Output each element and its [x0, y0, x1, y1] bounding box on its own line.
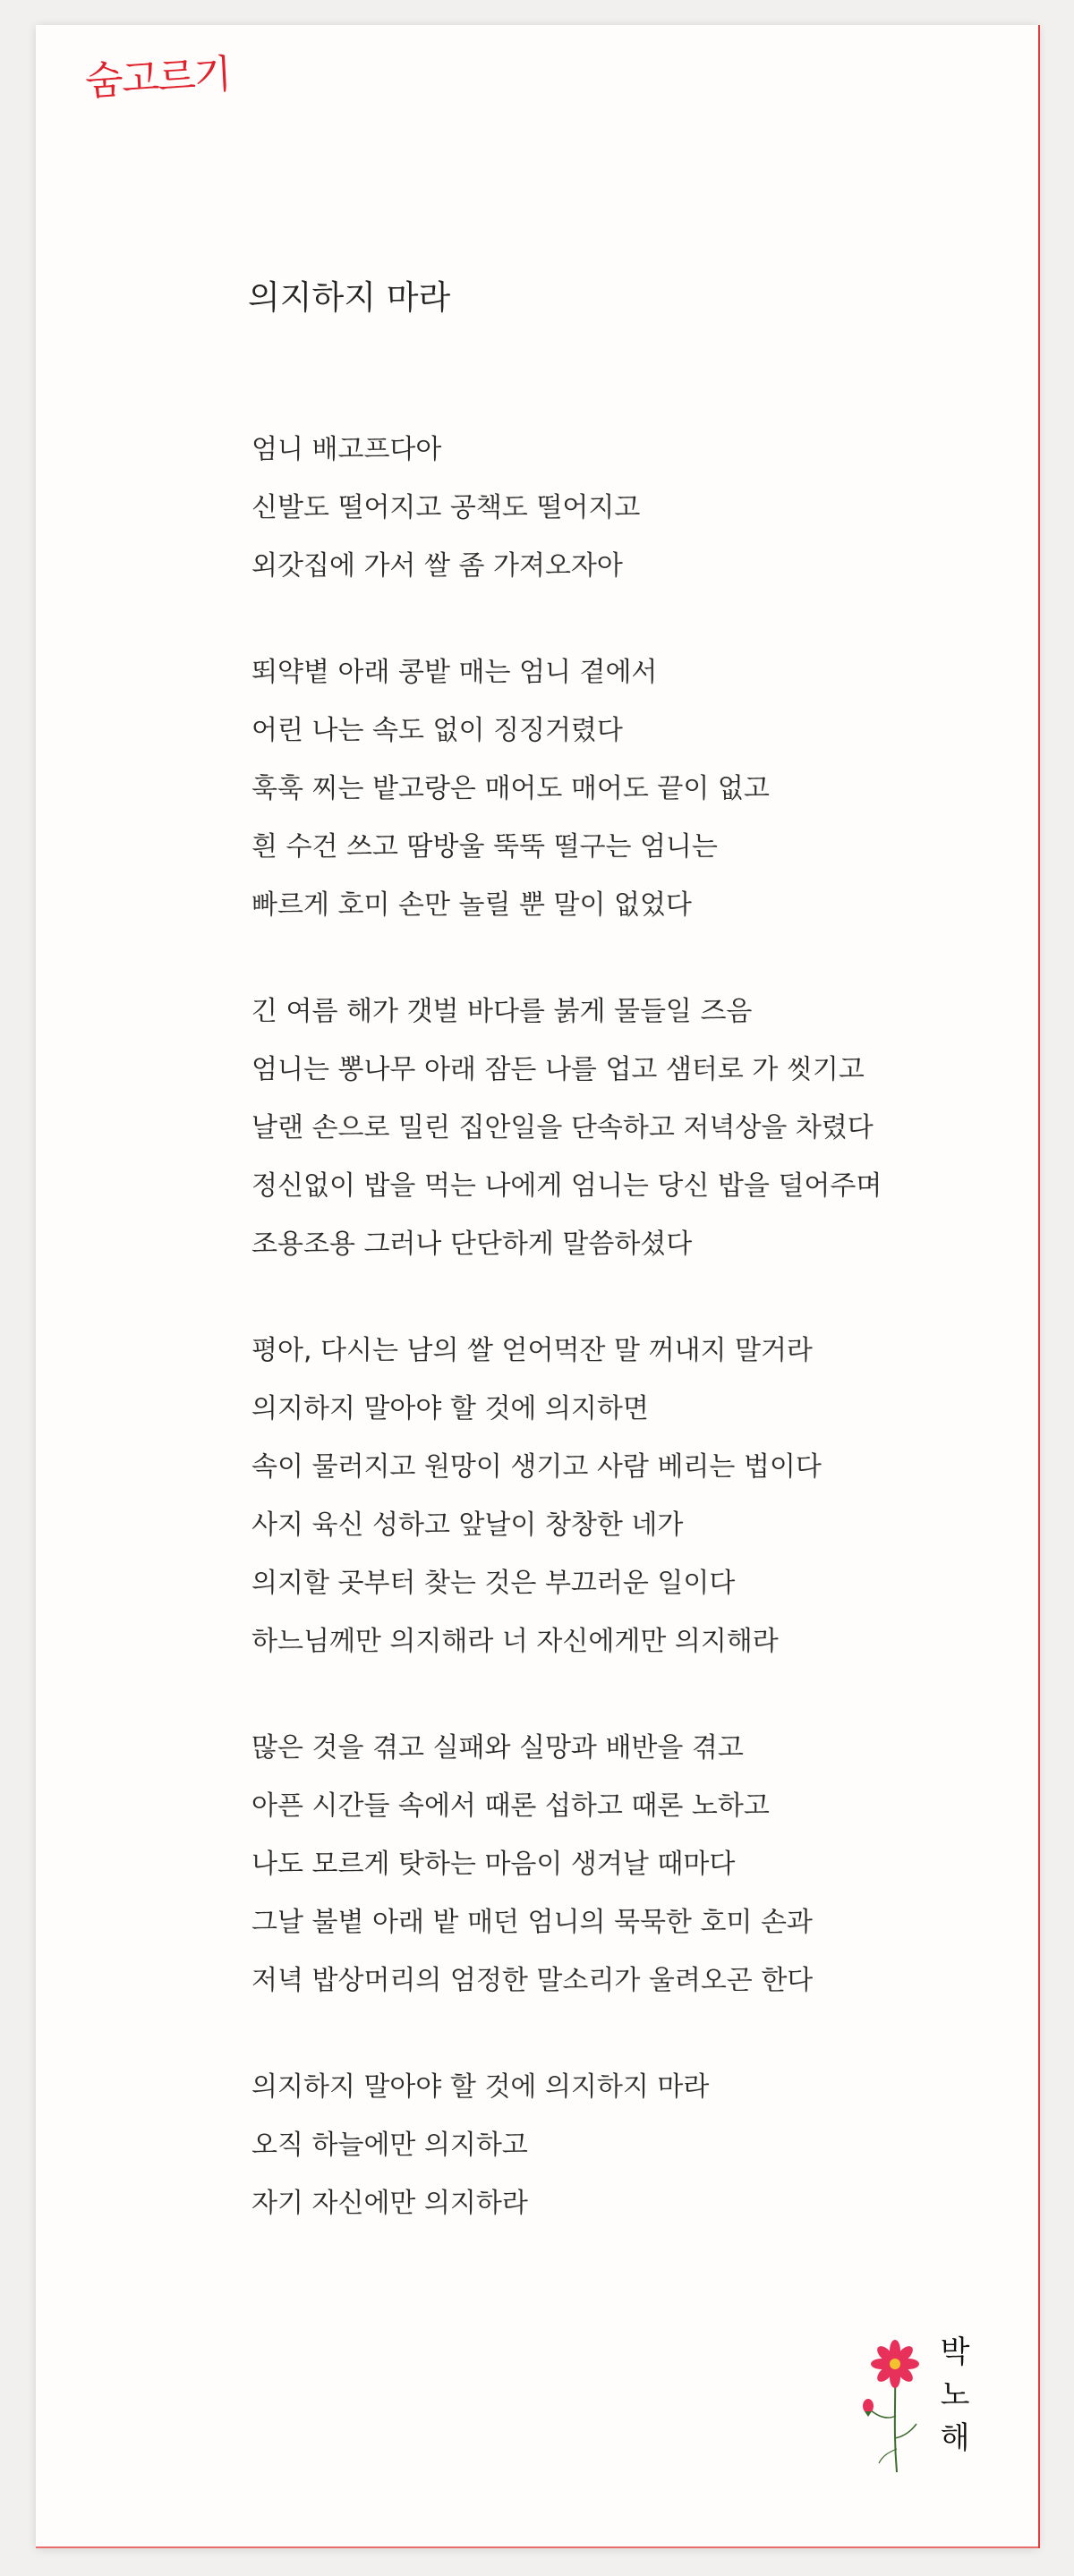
- stanza: [251, 2058, 967, 2232]
- stanza: [251, 421, 967, 595]
- brand-logo[interactable]: 숨고르기: [83, 51, 232, 105]
- poem-line: 하느님께만 의지해라 너 자신에게만 의지해라: [251, 1626, 779, 1657]
- poet-name-char: 해: [940, 2420, 970, 2456]
- page-right-edge: [1038, 25, 1040, 2548]
- poem-line: 엄니는 뽕나무 아래 잠든 나를 업고 샘터로 가 씻기고: [251, 1054, 865, 1085]
- poem-line: 오직 하늘에만 의지하고: [251, 2130, 528, 2161]
- poem-body: [251, 421, 967, 2281]
- stanza: [251, 982, 967, 1273]
- poem-line: 평아, 다시는 남의 쌀 얻어먹잔 말 꺼내지 말거라: [251, 1335, 813, 1366]
- poem-line: 의지할 곳부터 찾는 것은 부끄러운 일이다: [251, 1568, 736, 1599]
- poem-line: 많은 것을 겪고 실패와 실망과 배반을 겪고: [251, 1732, 744, 1764]
- stanza: [251, 643, 967, 934]
- poem-line: 그날 불볕 아래 밭 매던 엄니의 묵묵한 호미 손과: [251, 1907, 813, 1938]
- poem-line: 빠르게 호미 손만 놀릴 뿐 말이 없었다: [251, 889, 692, 921]
- stanza: [251, 1322, 967, 1671]
- poem-line: 뙤약볕 아래 콩밭 매는 엄니 곁에서: [251, 657, 658, 688]
- poem-line: 나도 모르게 탓하는 마음이 생겨날 때마다: [251, 1849, 736, 1880]
- poem-line: 자기 자신에만 의지하라: [251, 2188, 528, 2219]
- poem-title: 의지하지 마라: [248, 278, 451, 317]
- poem-line: 조용조용 그러나 단단하게 말씀하셨다: [251, 1228, 693, 1260]
- poem-line: 사지 육신 성하고 앞날이 창창한 네가: [251, 1509, 684, 1541]
- poem-line: 저녁 밥상머리의 엄정한 말소리가 울려오곤 한다: [251, 1965, 814, 1996]
- poem-line: 정신없이 밥을 먹는 나에게 엄니는 당신 밥을 덜어주며: [251, 1170, 882, 1202]
- stanza: [251, 1719, 967, 2010]
- poem-line: 아픈 시간들 속에서 때론 섭하고 때론 노하고: [251, 1790, 770, 1822]
- poem-line: 날랜 손으로 밀린 집안일을 단속하고 저녁상을 차렸다: [251, 1112, 874, 1143]
- poem-line: 긴 여름 해가 갯벌 바다를 붉게 물들일 즈음: [251, 996, 753, 1027]
- cosmos-flower-icon: [859, 2331, 931, 2474]
- poem-line: 훅훅 찌는 밭고랑은 매어도 매어도 끝이 없고: [251, 773, 770, 804]
- poem-line: 의지하지 말아야 할 것에 의지하면: [251, 1393, 649, 1424]
- poem-line: 엄니 배고프다아: [251, 434, 442, 465]
- poem-line: 외갓집에 가서 쌀 좀 가져오자아: [251, 550, 623, 582]
- poem-line: 흰 수건 쓰고 땀방울 뚝뚝 떨구는 엄니는: [251, 831, 718, 863]
- poem-line: 어린 나는 속도 없이 징징거렸다: [251, 715, 623, 746]
- poet-name-char: 노: [940, 2377, 970, 2413]
- poet-name-char: 박: [940, 2334, 970, 2370]
- poem-line: 의지하지 말아야 할 것에 의지하지 마라: [251, 2071, 710, 2103]
- poet-name: [935, 2331, 975, 2460]
- signature: [859, 2331, 993, 2474]
- poem-line: 속이 물러지고 원망이 생기고 사람 베리는 법이다: [251, 1451, 822, 1483]
- page-bottom-edge: [36, 2546, 1040, 2548]
- poem-line: 신발도 떨어지고 공책도 떨어지고: [251, 492, 641, 523]
